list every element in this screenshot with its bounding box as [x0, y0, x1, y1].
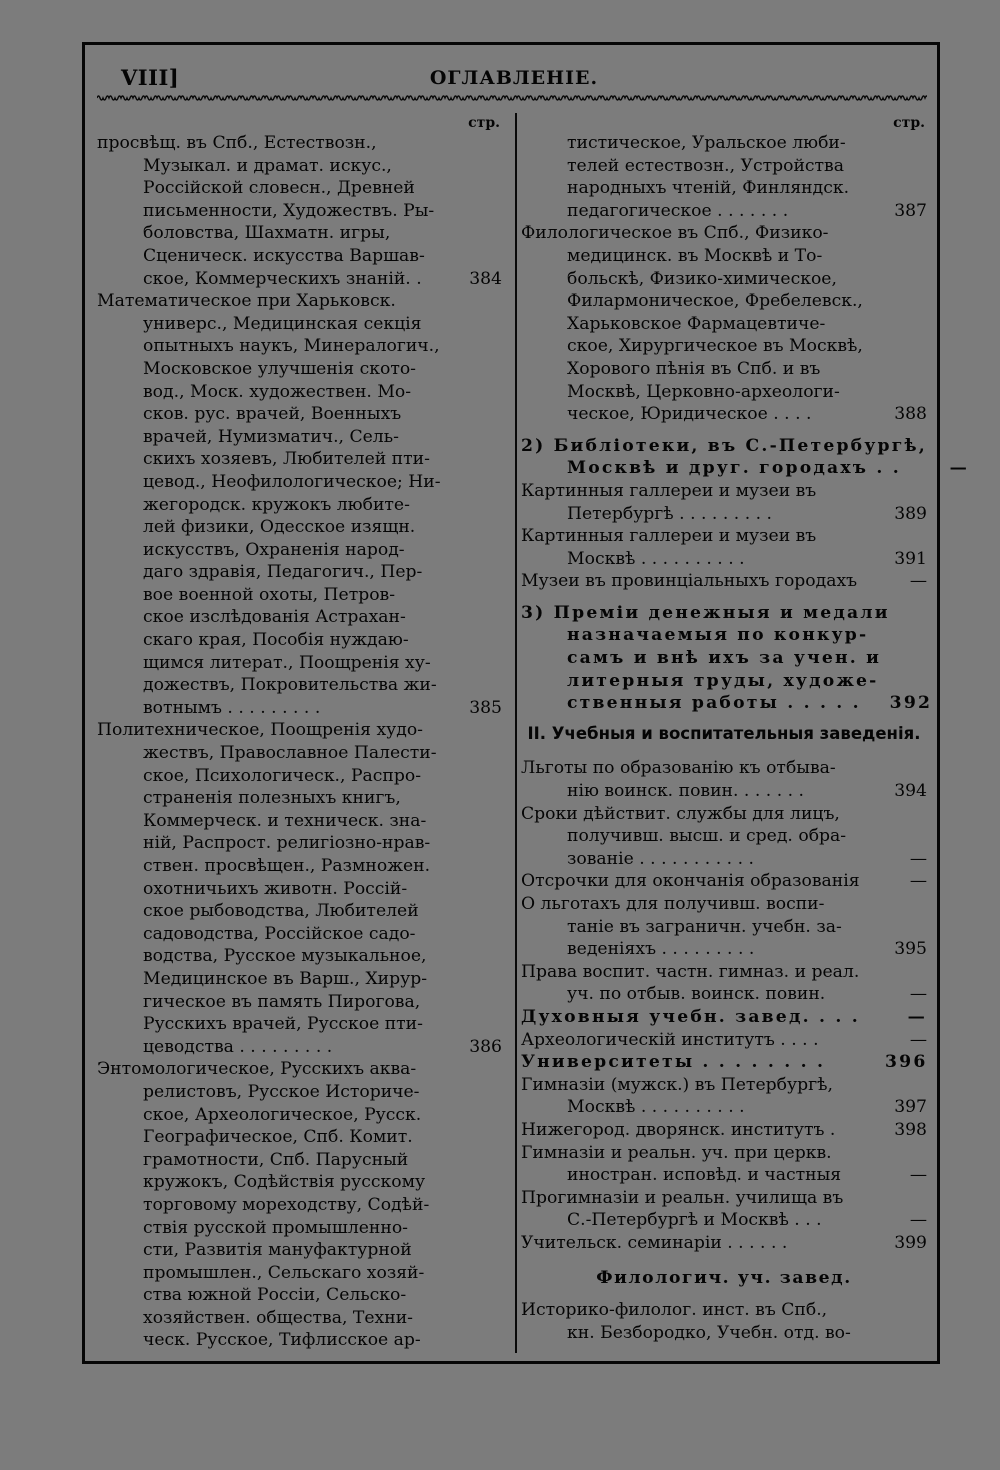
toc-entry-text	[521, 1051, 885, 1074]
right-entries-philology	[521, 1299, 927, 1344]
toc-entry-line: 3) Преміи денежныя и медали	[521, 602, 890, 623]
toc-entry-line: грамотности, Спб. Парусный	[143, 1149, 409, 1170]
toc-entry-line: хозяйствен. общества, Техни-	[143, 1307, 413, 1328]
toc-entry-page: 384	[469, 268, 502, 289]
toc-entry-line: Прогимназіи и реальн. училища въ	[521, 1187, 844, 1208]
toc-entry-page: —	[909, 984, 927, 1005]
toc-entry-page: 398	[894, 1119, 927, 1140]
toc-entry-line: скихъ хозяевъ, Любителей пти-	[143, 449, 430, 470]
toc-entry-line: Историко-филолог. инст. въ Спб.,	[521, 1300, 828, 1321]
toc-entry-page: —	[909, 571, 927, 592]
toc-entry-line: Московское улучшенія ското-	[143, 358, 416, 379]
toc-entry-line: скаго края, Пособія нуждаю-	[143, 630, 409, 651]
toc-entry	[97, 290, 502, 719]
toc-entry-text	[97, 132, 460, 290]
toc-entry	[521, 1299, 927, 1344]
toc-entry-page: 388	[894, 404, 927, 425]
toc-entry-line: тистическое, Уральское люби-	[567, 133, 846, 153]
toc-entry-line: Сценическ. искусства Варшав-	[143, 245, 425, 266]
toc-entry-line: Русскихъ врачей, Русское пти-	[143, 1014, 423, 1035]
toc-entry-line: Льготы по образованію къ отбыва-	[521, 758, 836, 779]
toc-entry-line: Музыкал. и драмат. искус.,	[143, 155, 392, 176]
toc-entry	[521, 1051, 927, 1074]
toc-entry-text	[97, 1058, 460, 1352]
toc-entry	[521, 1074, 927, 1119]
toc-entry-text	[521, 870, 885, 893]
toc-entry	[521, 893, 927, 961]
toc-entry-line: искусствъ, Охраненія народ-	[143, 539, 405, 560]
toc-entry-line: нію воинск. повин. . . . . . .	[567, 781, 805, 802]
toc-entry-text	[521, 1074, 885, 1119]
toc-entry-page: 387	[894, 200, 927, 221]
toc-entry-line: ское, Археологическое, Русск.	[143, 1104, 422, 1125]
toc-entry-page: —	[909, 1029, 927, 1050]
toc-entry-line: Москвѣ и друг. городахъ . .	[567, 458, 901, 479]
toc-entry-line: педагогическое . . . . . . .	[567, 200, 789, 221]
toc-entry-line: Россійской словесн., Древней	[143, 178, 415, 199]
toc-entry-line: зованіе . . . . . . . . . . .	[567, 848, 754, 869]
toc-entry-text	[521, 757, 885, 802]
page-number: VIII]	[121, 65, 180, 90]
toc-entry-text	[521, 1119, 885, 1142]
toc-entry-line: Москвѣ . . . . . . . . . .	[567, 548, 745, 569]
toc-entry-line: вод., Моск. художествен. Мо-	[143, 381, 412, 402]
toc-entry-line: Духовныя учебн. завед. . . .	[521, 1006, 860, 1027]
toc-entry-line: Гимназіи (мужск.) въ Петербургѣ,	[521, 1074, 833, 1095]
toc-entry-text	[521, 570, 885, 593]
toc-entry-line: ское, Хирургическое въ Москвѣ,	[567, 336, 863, 357]
toc-entry-line: ствія русской промышленно-	[143, 1217, 408, 1238]
toc-entry-page: 396	[885, 1052, 928, 1073]
toc-entry-text	[97, 719, 460, 1058]
toc-entry	[521, 870, 927, 893]
toc-entry-text	[521, 803, 885, 871]
toc-entry-line: охотничьихъ животн. Россій-	[143, 878, 408, 899]
toc-entry-line: гическое въ память Пирогова,	[143, 991, 421, 1012]
toc-entry	[521, 1187, 927, 1232]
toc-entry-line: жествъ, Православное Палести-	[143, 743, 437, 764]
toc-entry-line: универс., Медицинская секція	[143, 313, 422, 334]
toc-entry-line: Учительск. семинаріи . . . . . .	[521, 1232, 788, 1253]
toc-entry-line: таніе въ заграничн. учебн. за-	[567, 916, 842, 937]
toc-entry-line: самъ и внѣ ихъ за учен. и	[567, 648, 882, 669]
toc-entry	[521, 1142, 927, 1187]
toc-entry-line: дожествъ, Покровительства жи-	[143, 675, 437, 696]
toc-entry-line: Коммерческ. и техническ. зна-	[143, 810, 427, 831]
toc-entry-line: Картинныя галлереи и музеи въ	[521, 526, 817, 547]
toc-entry-line: опытныхъ наукъ, Минералогич.,	[143, 336, 440, 357]
toc-entry-line: иностран. исповѣд. и частныя	[567, 1165, 842, 1186]
right-entries-education	[521, 757, 927, 1254]
running-title: ОГЛАВЛЕНІЕ.	[429, 67, 599, 89]
toc-entry-line: С.-Петербургѣ и Москвѣ . . .	[567, 1210, 822, 1231]
toc-entry-page: 395	[894, 939, 927, 960]
toc-entry-line: торговому мореходству, Содѣй-	[143, 1194, 430, 1215]
page-column-label: стр.	[468, 115, 500, 131]
toc-entry-line: цеводства . . . . . . . . .	[143, 1036, 333, 1057]
toc-entry-text	[521, 435, 927, 480]
toc-entry-page: 394	[894, 781, 927, 802]
wavy-divider	[97, 91, 927, 105]
toc-entry-text	[521, 222, 885, 425]
toc-entry-line: литерныя труды, художе-	[567, 670, 879, 691]
toc-entry-line: ское изслѣдованія Астрахан-	[143, 607, 406, 628]
toc-entry-line: боловства, Шахматн. игры,	[143, 223, 391, 244]
toc-entry-text	[521, 1232, 885, 1255]
toc-entry	[521, 1232, 927, 1255]
toc-entry-line: Отсрочки для окончанія образованія	[521, 871, 860, 892]
toc-entry-line: вотнымъ . . . . . . . . .	[143, 697, 321, 718]
right-entries	[521, 132, 969, 715]
toc-entry-line: ческ. Русское, Тифлисское ар-	[143, 1330, 421, 1351]
toc-entry-line: врачей, Нумизматич., Сель-	[143, 426, 399, 447]
right-column	[521, 115, 969, 1344]
toc-entry-text	[521, 1029, 885, 1052]
toc-entry-line: сти, Развитія мануфактурной	[143, 1240, 412, 1261]
toc-entry-line: ній, Распрост. религіозно-нрав-	[143, 833, 431, 854]
toc-entry-line: Музеи въ провинціальныхъ городахъ	[521, 571, 858, 592]
toc-entry-text	[521, 1006, 885, 1029]
toc-entry-line: водства, Русское музыкальное,	[143, 946, 427, 967]
toc-entry	[521, 1029, 927, 1052]
toc-entry-line: О льготахъ для получивш. воспи-	[521, 894, 825, 914]
toc-entry-page: —	[907, 1006, 927, 1027]
toc-entry-line: Москвѣ, Церковно-археологи-	[567, 381, 840, 402]
toc-entry-line: щимся литерат., Поощренія ху-	[143, 652, 431, 673]
toc-entry-line: Университеты . . . . . . . .	[521, 1052, 826, 1073]
toc-entry-line: Математическое при Харьковск.	[97, 291, 396, 312]
toc-entry-line: Географическое, Спб. Комит.	[143, 1127, 413, 1148]
toc-entry	[521, 525, 927, 570]
toc-entry-line: Нижегород. дворянск. институтъ .	[521, 1119, 836, 1140]
left-entries	[97, 132, 502, 1352]
toc-entry	[97, 719, 502, 1058]
toc-entry-page: 399	[894, 1232, 927, 1253]
toc-entry	[521, 803, 927, 871]
toc-entry-line: Права воспит. частн. гимназ. и реал.	[521, 961, 860, 982]
toc-entry	[521, 222, 927, 425]
toc-entry-line: больскѣ, Физико-химическое,	[567, 268, 837, 289]
column-divider	[515, 113, 517, 1353]
toc-entry-page: —	[909, 1165, 927, 1186]
toc-entry-line: ства южной Россіи, Сельско-	[143, 1285, 407, 1306]
toc-entry-line: садоводства, Россійское садо-	[143, 923, 416, 944]
toc-entry-page: —	[949, 458, 969, 479]
toc-entry-line: ствен. просвѣщен., Размножен.	[143, 856, 431, 876]
toc-entry-text	[521, 893, 885, 961]
left-column	[97, 115, 502, 1352]
toc-entry-line: ское, Коммерческихъ знаній. .	[143, 268, 422, 289]
toc-entry-line: Сроки дѣйствит. службы для лицъ,	[521, 803, 840, 824]
toc-entry-page: 397	[894, 1097, 927, 1118]
toc-entry-line: вое военной охоты, Петров-	[143, 584, 396, 605]
toc-entry-line: кружокъ, Содѣйствія русскому	[143, 1172, 426, 1193]
toc-entry-line: получивш. высш. и сред. обра-	[567, 826, 847, 847]
toc-entry	[521, 480, 927, 525]
toc-entry-text	[521, 961, 885, 1006]
section-heading: II. Учебныя и воспитательныя заведенія.	[527, 723, 921, 743]
toc-entry-line: ское, Психологическ., Распро-	[143, 765, 421, 786]
toc-entry	[97, 1058, 502, 1352]
toc-entry-line: назначаемыя по конкур-	[567, 625, 869, 646]
toc-entry-text	[521, 1299, 885, 1344]
toc-entry	[521, 132, 927, 222]
toc-entry-line: медицинск. въ Москвѣ и То-	[567, 245, 823, 266]
toc-entry-line: даго здравія, Педагогич., Пер-	[143, 562, 423, 583]
page-column-label: стр.	[893, 115, 925, 131]
toc-entry	[521, 757, 927, 802]
toc-entry-line: лей физики, Одесское изящн.	[143, 517, 416, 538]
toc-entry-line: просвѣщ. въ Спб., Естествозн.,	[97, 133, 377, 153]
toc-entry-line: телей естествозн., Устройства	[567, 155, 844, 176]
toc-entry-line: Политехническое, Поощренія худо-	[97, 720, 423, 741]
toc-entry-line: жегородск. кружокъ любите-	[143, 494, 410, 515]
subsection-heading: Филологич. уч. завед.	[596, 1267, 852, 1288]
toc-entry-line: Харьковское Фармацевтиче-	[567, 313, 826, 334]
toc-entry	[521, 602, 933, 715]
toc-entry-line: Картинныя галлереи и музеи въ	[521, 480, 817, 501]
toc-entry-line: страненія полезныхъ книгъ,	[143, 788, 401, 809]
toc-entry-text	[521, 602, 890, 715]
toc-entry-line: письменности, Художествъ. Ры-	[143, 200, 435, 221]
toc-entry-line: Филармоническое, Фребелевск.,	[567, 291, 863, 312]
toc-entry-text	[521, 132, 885, 222]
toc-entry-page: 386	[469, 1036, 502, 1057]
toc-entry-line: ственныя работы . . . . .	[567, 693, 861, 714]
toc-entry-line: Археологическій институтъ . . . .	[521, 1029, 819, 1050]
toc-entry	[521, 435, 969, 480]
toc-entry-line: релистовъ, Русское Историче-	[143, 1081, 420, 1102]
toc-entry-text	[521, 480, 885, 525]
toc-entry-page: 392	[889, 693, 933, 714]
toc-entry-line: промышлен., Сельскаго хозяй-	[143, 1262, 425, 1283]
toc-entry-line: Хорового пѣнія въ Спб. и въ	[567, 358, 821, 379]
toc-entry	[97, 132, 502, 290]
toc-entry-line: Медицинское въ Варш., Хирур-	[143, 968, 428, 989]
toc-entry-line: Петербургѣ . . . . . . . . .	[567, 503, 773, 524]
toc-entry-line: веденіяхъ . . . . . . . . .	[567, 939, 755, 960]
toc-entry	[521, 570, 927, 593]
toc-entry-line: ское рыбоводства, Любителей	[143, 901, 419, 922]
toc-entry-line: Энтомологическое, Русскихъ аква-	[97, 1059, 417, 1080]
toc-entry	[521, 961, 927, 1006]
toc-entry-page: —	[909, 871, 927, 892]
toc-entry-text	[97, 290, 460, 719]
toc-entry-text	[521, 1142, 885, 1187]
toc-entry-page: 385	[469, 697, 502, 718]
page-frame	[82, 42, 969, 1364]
toc-entry-line: сков. рус. врачей, Военныхъ	[143, 404, 402, 425]
toc-entry	[521, 1006, 927, 1029]
toc-entry-line: уч. по отбыв. воинск. повин.	[567, 984, 826, 1005]
toc-entry-line: цевод., Неофилологическое; Ни-	[143, 471, 441, 492]
toc-entry-page: 391	[894, 548, 927, 569]
toc-entry-page: 389	[894, 503, 927, 524]
toc-entry-line: народныхъ чтеній, Финляндск.	[567, 178, 850, 199]
toc-entry-line: Гимназіи и реальн. уч. при церкв.	[521, 1142, 832, 1163]
toc-entry-line: Москвѣ . . . . . . . . . .	[567, 1097, 745, 1118]
toc-entry-text	[521, 525, 885, 570]
toc-entry-page: —	[909, 848, 927, 869]
toc-entry-line: 2) Библіотеки, въ С.-Петербургѣ,	[521, 435, 927, 456]
toc-entry	[521, 1119, 927, 1142]
toc-entry-text	[521, 1187, 885, 1232]
toc-entry-line: Филологическое въ Спб., Физико-	[521, 223, 829, 244]
toc-entry-line: кн. Безбородко, Учебн. отд. во-	[567, 1322, 851, 1343]
toc-entry-page: —	[909, 1210, 927, 1231]
toc-entry-line: ческое, Юридическое . . . .	[567, 404, 812, 425]
